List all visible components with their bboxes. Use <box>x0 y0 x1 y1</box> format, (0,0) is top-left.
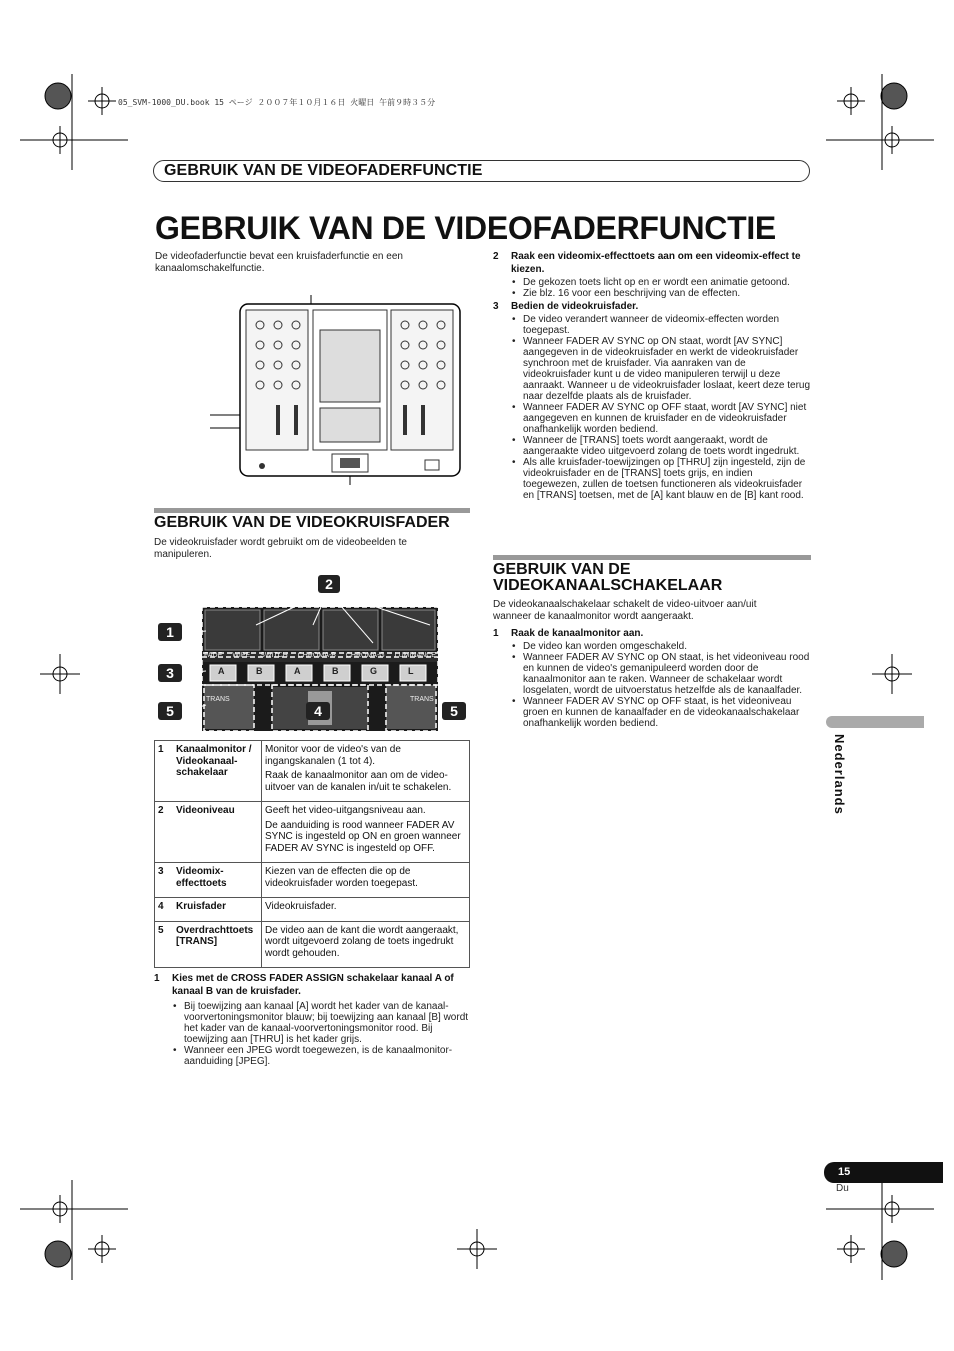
legend-name: Videoniveau <box>173 802 262 863</box>
table-row <box>155 921 470 968</box>
list-item: • Wanneer FADER AV SYNC op OFF staat, wordt [AV SYNC] niet aangegeven en kunnen de kruisfader en de videokruisfader onafhankelijk worden bediend. <box>512 402 811 435</box>
section2-step-block <box>493 627 811 729</box>
legend-desc-line: Videokruisfader. <box>265 901 337 912</box>
list-item: • Wanneer een JPEG wordt toegewezen, is de kanaalmonitor-aanduiding [JPEG]. <box>173 1045 472 1067</box>
effect-button[interactable]: A <box>218 666 225 676</box>
section-intro: De videokruisfader wordt gebruikt om de videobeelden te manipuleren. <box>154 537 407 560</box>
legend-desc <box>262 863 470 898</box>
step-text: Bedien de videokruisfader. <box>511 301 639 312</box>
effect-label: WIPE <box>232 652 251 659</box>
list-item: • De video kan worden omgeschakeld. <box>512 641 811 652</box>
left-step-block <box>154 972 472 1067</box>
effect-button[interactable]: A <box>294 666 301 676</box>
section-tab <box>153 160 810 182</box>
step-text: Kies met de CROSS FADER ASSIGN schakelaar kanaal A of kanaal B van de kruisfader. <box>172 973 454 997</box>
section-heading-videokruisfader: GEBRUIK VAN DE VIDEOKRUISFADER <box>154 514 450 531</box>
intro-text: De videofaderfunctie bevat een kruisfaderfunctie en een kanaalomschakelfunctie. <box>155 251 403 274</box>
trans-left-button[interactable]: TRANS <box>206 696 230 703</box>
mixer-device-illustration <box>210 290 470 485</box>
step-text: Raak de kanaalmonitor aan. <box>511 628 644 639</box>
effect-buttons <box>210 666 426 680</box>
legend-desc-line: De aanduiding is rood wanneer FADER AV SYNC is ingesteld op ON en groen wanneer FADER AV SYNC is ingesteld op OFF. <box>265 819 461 854</box>
effect-button[interactable]: B <box>332 666 339 676</box>
step-number: 1 <box>154 973 160 984</box>
legend-name: Kruisfader <box>173 898 262 922</box>
legend-number: 3 <box>155 863 174 898</box>
list-item: • Wanneer FADER AV SYNC op ON staat, is het videoniveau rood en kunnen de video's gemanipuleerd worden door de kanaalmonitor aan te raken. Wanneer de schakelaar wordt losgelaten, wordt de uitvoerstatus hetzelfde als de kanaalfader. <box>512 652 811 696</box>
section-intro: De videokanaalschakelaar schakelt de video-uitvoer aan/uit wanneer de kanaalmonitor wordt aangeraakt. <box>493 599 757 622</box>
effect-button[interactable]: B <box>256 666 263 676</box>
step-3 <box>493 300 811 313</box>
list-item: • Wanneer de [TRANS] toets wordt aangeraakt, wordt de aangeraakte video uitgevoerd zolang de toets wordt ingedrukt. <box>512 435 811 457</box>
list-item: • Als alle kruisfader-toewijzingen op [THRU] zijn ingesteld, zijn de videokruisfader en de [TRANS] toets grijs, en indien toegewezen, zullen de toetsen functioneren als videokruisfader en [TRANS] toetsen, met de [A] kant blauw en de [B] kant rood. <box>512 457 811 501</box>
legend-number: 4 <box>155 898 174 922</box>
list-item: • De gekozen toets licht op en er wordt een animatie getoond. <box>512 277 811 288</box>
legend-name: Videomix-effecttoets <box>173 863 262 898</box>
callout-badge: 5 <box>158 702 182 720</box>
effect-label: SWITCH <box>260 652 288 659</box>
list-item: • Wanneer FADER AV SYNC op ON staat, wordt [AV SYNC] aangegeven in de videokruisfader en werkt de videokruisfader synchroon met de kruisfader. Via aanraken van de videokruisfader kunt u de video manipuleren terwijl u deze aanraakt. Wanneer u de videokruisfader loslaat, keert deze terug naar dezelfde plaats als de kruisfader. <box>512 336 811 402</box>
effect-label: CHROMA-B <box>297 652 336 659</box>
heading-line: VIDEOKANAALSCHAKELAAR <box>493 577 723 594</box>
callout-badge: 2 <box>318 575 340 593</box>
effect-button[interactable]: G <box>370 666 378 676</box>
step-2-bullets <box>512 277 811 299</box>
callout-badge: 4 <box>306 702 330 720</box>
legend-name: Overdrachttoets [TRANS] <box>173 921 262 968</box>
page-number: 15 <box>838 1166 851 1178</box>
callout-badge: 5 <box>442 702 466 720</box>
legend-desc <box>262 921 470 968</box>
heading-line: GEBRUIK VAN DE <box>493 561 631 578</box>
effect-labels <box>204 652 436 659</box>
step-text: Raak een videomix-effecttoets aan om een videomix-effect te kiezen. <box>511 251 801 275</box>
step-1-bullets <box>173 1001 472 1067</box>
page-language-code: Du <box>836 1183 849 1194</box>
legend-desc-line: Geeft het video-uitgangsniveau aan. <box>265 805 426 816</box>
legend-desc-line: Kiezen van de effecten die op de videokruisfader worden toegepast. <box>265 866 418 889</box>
table-row <box>155 741 470 802</box>
list-item: • Wanneer FADER AV SYNC op OFF staat, is het videoniveau groen en kunnen de kanaalfader en de videokanaalschakelaar onafhankelijk worden bediend. <box>512 696 811 729</box>
trans-right-button[interactable]: TRANS <box>410 696 434 703</box>
callout-badge: 3 <box>158 664 182 682</box>
effect-label: FADE <box>204 652 223 659</box>
page-number-badge <box>824 1162 943 1183</box>
legend-name: Kanaalmonitor / Videokanaal-schakelaar <box>173 741 262 802</box>
list-item: • Zie blz. 16 voor een beschrijving van de effecten. <box>512 288 811 299</box>
table-row <box>155 898 470 922</box>
step-3-bullets <box>512 314 811 501</box>
legend-desc <box>262 741 470 802</box>
language-tab <box>826 716 924 728</box>
legend-desc <box>262 802 470 863</box>
effect-label: LUMINANCE <box>394 652 436 659</box>
section-rule <box>493 555 811 560</box>
section-rule <box>154 508 470 513</box>
legend-desc <box>262 898 470 922</box>
list-item: • Bij toewijzing aan kanaal [A] wordt het kader van de kanaal-voorvertoningsmonitor blauw; bij toewijzing aan kanaal [B] wordt het kader van de kanaal-voorvertoningsmonitor rood. Bij toewijzing aan [THRU] is het kader grijs. <box>173 1001 472 1045</box>
step-number: 1 <box>493 628 499 639</box>
right-step-block <box>493 250 811 501</box>
effect-label: CHROMA-G <box>345 652 385 659</box>
step-number: 2 <box>493 251 499 262</box>
effect-button[interactable]: L <box>408 666 414 676</box>
step-number: 3 <box>493 301 499 312</box>
table-row <box>155 863 470 898</box>
step-1 <box>493 627 811 640</box>
list-item: • De video verandert wanneer de videomix-effecten worden toegepast. <box>512 314 811 336</box>
legend-table <box>154 740 470 968</box>
legend-desc-line: Monitor voor de video's van de ingangskanalen (1 tot 4). <box>265 744 401 767</box>
print-header: 05_SVM-1000_DU.book 15 ページ ２００７年１０月１６日 火曜日 午前９時３５分 <box>118 98 436 107</box>
step-1 <box>154 972 472 998</box>
legend-number: 1 <box>155 741 174 802</box>
legend-number: 2 <box>155 802 174 863</box>
legend-desc-line: Raak de kanaalmonitor aan om de video-uitvoer van de kanalen in/uit te schakelen. <box>265 770 452 793</box>
touch-screen-illustration <box>158 575 458 735</box>
step-1-bullets <box>512 641 811 729</box>
section-heading-videokanaalschakelaar <box>493 562 722 594</box>
language-label: Nederlands <box>832 734 847 815</box>
page-title: GEBRUIK VAN DE VIDEOFADERFUNCTIE <box>155 210 776 246</box>
table-row <box>155 802 470 863</box>
legend-desc-line: De video aan de kant die wordt aangeraakt, wordt uitgevoerd zolang de toets ingedrukt wordt gehouden. <box>265 924 459 959</box>
step-2 <box>493 250 811 276</box>
legend-number: 5 <box>155 921 174 968</box>
callout-badge: 1 <box>158 623 182 641</box>
section-tab-label: GEBRUIK VAN DE VIDEOFADERFUNCTIE <box>164 162 483 179</box>
